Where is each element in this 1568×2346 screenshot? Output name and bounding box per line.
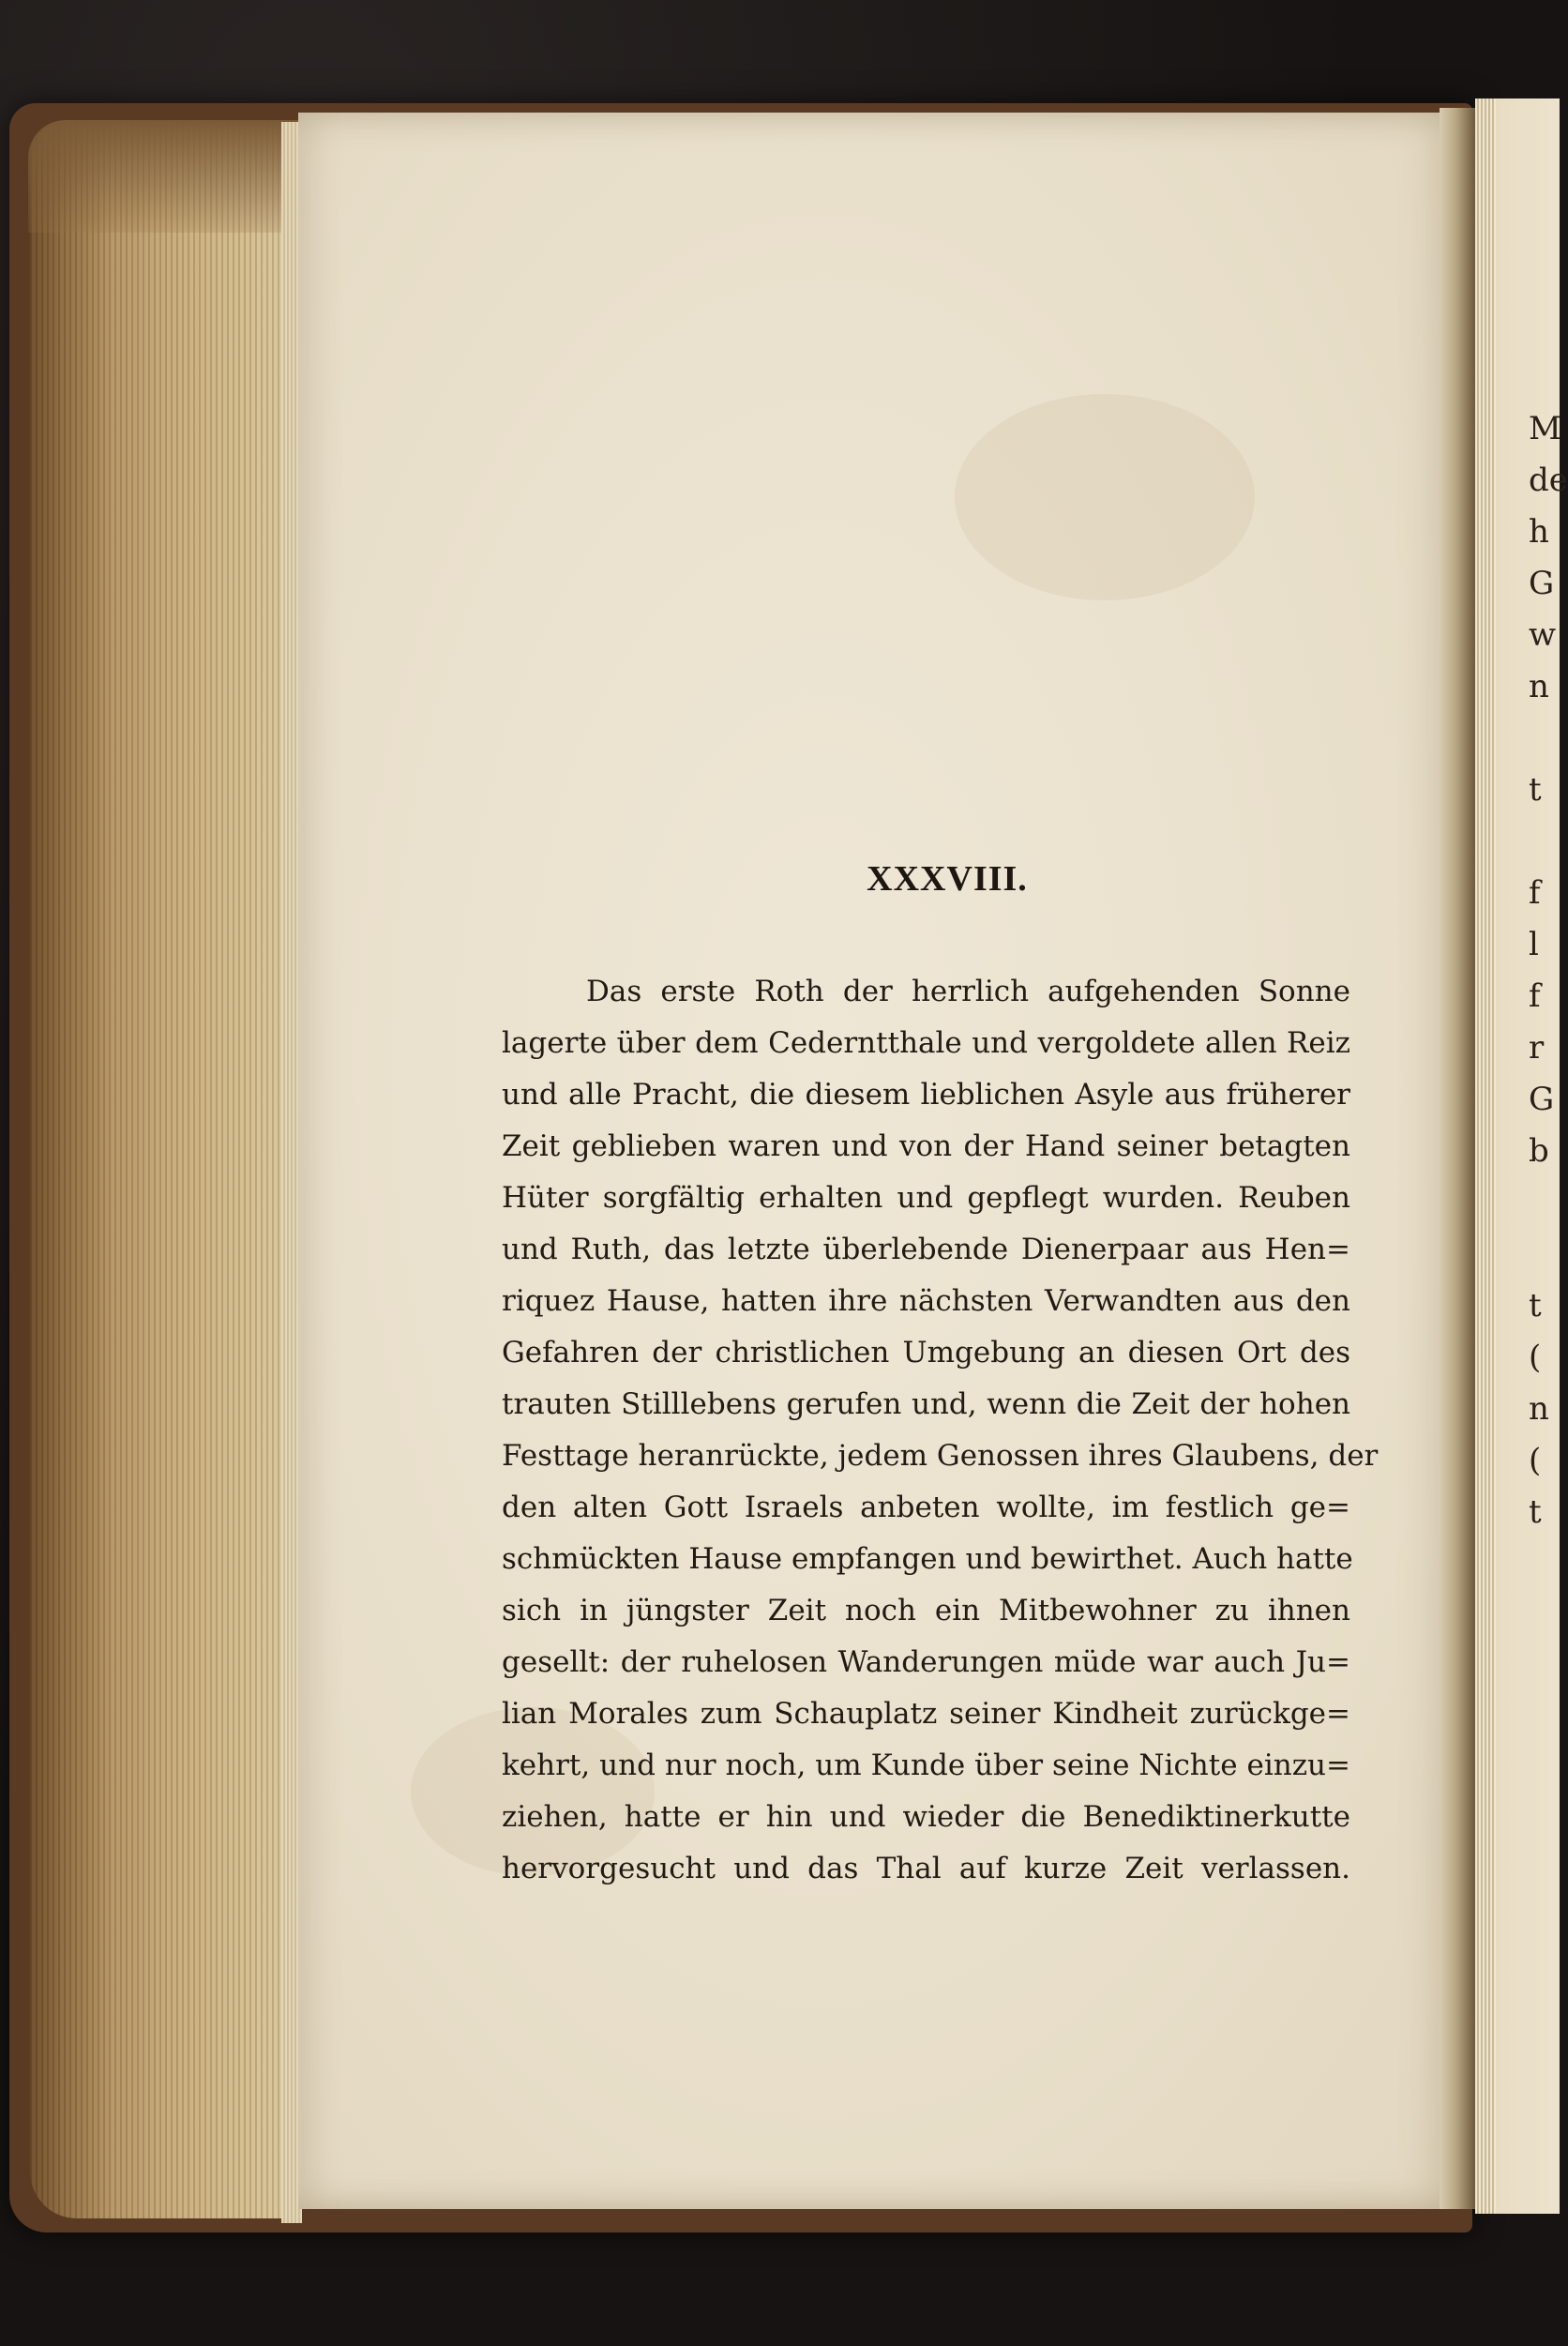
text-line: trauten Stilllebens gerufen und, wenn die Zeit der hohen — [502, 1387, 1350, 1421]
text-line: riquez Hause, hatten ihre nächsten Verwandten aus den — [502, 1284, 1350, 1318]
text-line: Gefahren der christlichen Umgebung an diesen Ort des — [502, 1336, 1350, 1370]
book-fore-edge — [30, 122, 302, 2218]
fore-edge-shadow — [28, 120, 309, 233]
text-line: schmückten Hause empfangen und bewirthet. Auch hatte — [502, 1542, 1353, 1576]
text-line: Festtage heranrückte, jedem Genossen ihres Glaubens, der — [502, 1439, 1379, 1473]
page-gutter — [1440, 108, 1475, 2209]
text-line: Hüter sorgfältig erhalten und gepflegt wurden. Reuben — [502, 1181, 1350, 1215]
text-line: den alten Gott Israels anbeten wollte, im festlich ge= — [502, 1491, 1350, 1524]
text-line: lagerte über dem Cederntthale und vergoldete allen Reiz — [502, 1026, 1350, 1060]
text-line: kehrt, und nur noch, um Kunde über seine Nichte einzu= — [502, 1748, 1350, 1782]
text-line: und Ruth, das letzte überlebende Dienerpaar aus Hen= — [502, 1233, 1350, 1266]
text-line: Das erste Roth der herrlich aufgehenden Sonne — [586, 975, 1350, 1008]
paper-stain — [955, 394, 1255, 600]
text-line: und alle Pracht, die diesem lieblichen Asyle aus früherer — [502, 1078, 1350, 1112]
text-line: gesellt: der ruhelosen Wanderungen müde war auch Ju= — [502, 1645, 1350, 1679]
text-line: Zeit geblieben waren und von der Hand seiner betagten — [502, 1129, 1350, 1163]
text-line: lian Morales zum Schauplatz seiner Kindheit zurückge= — [502, 1697, 1350, 1731]
body-text — [502, 966, 1379, 1895]
facing-page-text-fragments: M de h G w n t f l f r G b t ( n ( t — [1529, 410, 1568, 1531]
text-line: sich in jüngster Zeit noch ein Mitbewohner zu ihnen — [502, 1594, 1350, 1627]
text-line: hervorgesucht und das Thal auf kurze Zeit verlassen. — [502, 1852, 1350, 1885]
text-line: ziehen, hatte er hin und wieder die Benediktinerkutte — [502, 1800, 1350, 1834]
chapter-heading: XXXVIII. — [867, 859, 1028, 899]
facing-page-edge — [1475, 98, 1496, 2214]
